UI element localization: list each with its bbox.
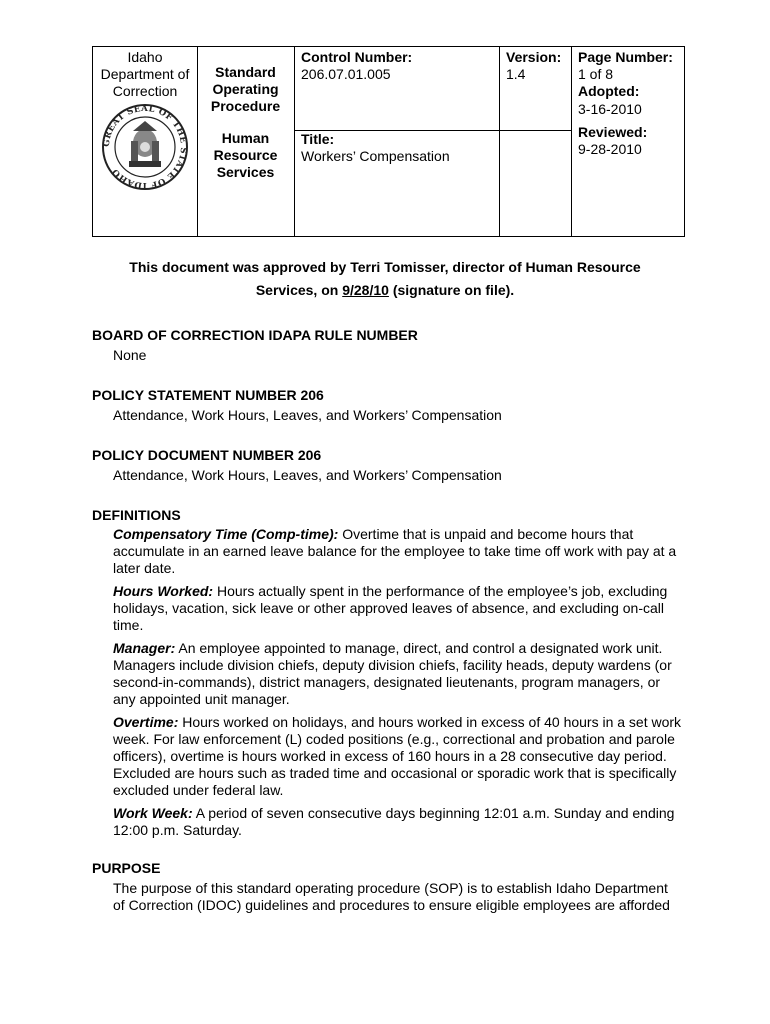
division-name: Human Resource Services [213,130,278,180]
section-definitions [92,507,682,839]
approval-date: 9/28/10 [342,282,389,298]
definition-term: Overtime: [113,714,179,730]
definition-term: Compensatory Time (Comp-time): [113,526,339,542]
version: Version: 1.4 [506,49,562,82]
page-info: Page Number: 1 of 8 Adopted: 3-16-2010 Reviewed: 9-28-2010 [578,49,673,157]
section-heading: PURPOSE [92,860,161,876]
definition-text: A period of seven consecutive days beginning 12:01 a.m. Sunday and ending 12:00 p.m. Saturday. [113,805,675,838]
definition-term: Hours Worked: [113,583,214,599]
definition-term: Manager: [113,640,176,656]
approval-statement: This document was approved by Terri Tomisser, director of Human Resource Services, on 9/28/10 (signature on file). [129,259,641,298]
doc-type: Standard Operating Procedure [210,64,281,114]
document-header-table [92,46,685,237]
section-policy-statement [92,387,682,424]
section-body: Attendance, Work Hours, Leaves, and Workers’ Compensation [113,407,502,423]
definition-text: Overtime that is unpaid and become hours that accumulate in an earned leave balance for the employee to take time off work with pay at a later date. [113,526,677,576]
definition-item [113,526,682,577]
definition-item [113,640,682,708]
definition-item [113,583,682,634]
svg-text:GREAT SEAL OF THE STATE OF IDA: GREAT SEAL OF THE STATE OF IDAHO [101,103,189,191]
definition-term: Work Week: [113,805,193,821]
definition-item [113,805,682,839]
section-purpose [92,860,682,914]
section-body: The purpose of this standard operating procedure (SOP) is to establish Idaho Department of Correction (IDOC) guidelines and procedures to ensure eligible employees are afforded [113,880,670,913]
section-policy-document [92,447,682,484]
section-heading: DEFINITIONS [92,507,181,523]
header-divider [571,47,572,236]
state-seal-logo [101,103,189,191]
section-heading: BOARD OF CORRECTION IDAPA RULE NUMBER [92,327,418,343]
definition-text: Hours worked on holidays, and hours worked in excess of 40 hours in a set work week. For law enforcement (L) coded positions (e.g., correctional and probation and parole officers), overtime is hours worked in excess of 160 hours in a 28 consecutive day period. Excluded are hours such as traded time and occasional or sporadic work that is specifically excluded under federal law. [113,714,682,798]
definition-text: An employee appointed to manage, direct, and control a designated work unit. Managers include division chiefs, deputy division chiefs, facility heads, deputy wardens (or second-in-commands), district managers, designated lieutenants, program managers, or any appointed unit manager. [113,640,672,707]
agency-name: Idaho Department of Correction [100,49,190,99]
header-divider [294,47,295,236]
section-heading: POLICY STATEMENT NUMBER 206 [92,387,324,403]
header-divider [499,47,500,236]
control-number: Control Number: 206.07.01.005 [301,49,413,82]
section-body: Attendance, Work Hours, Leaves, and Workers’ Compensation [113,467,502,483]
definition-item [113,714,682,799]
section-body: None [113,347,147,363]
definition-text: Hours actually spent in the performance of the employee’s job, excluding holidays, vacation, sick leave or other approved leaves of absence, and excluding on-call time. [113,583,668,633]
document-title: Title: Workers’ Compensation [301,131,450,164]
section-heading: POLICY DOCUMENT NUMBER 206 [92,447,322,463]
section-idapa [92,327,682,364]
